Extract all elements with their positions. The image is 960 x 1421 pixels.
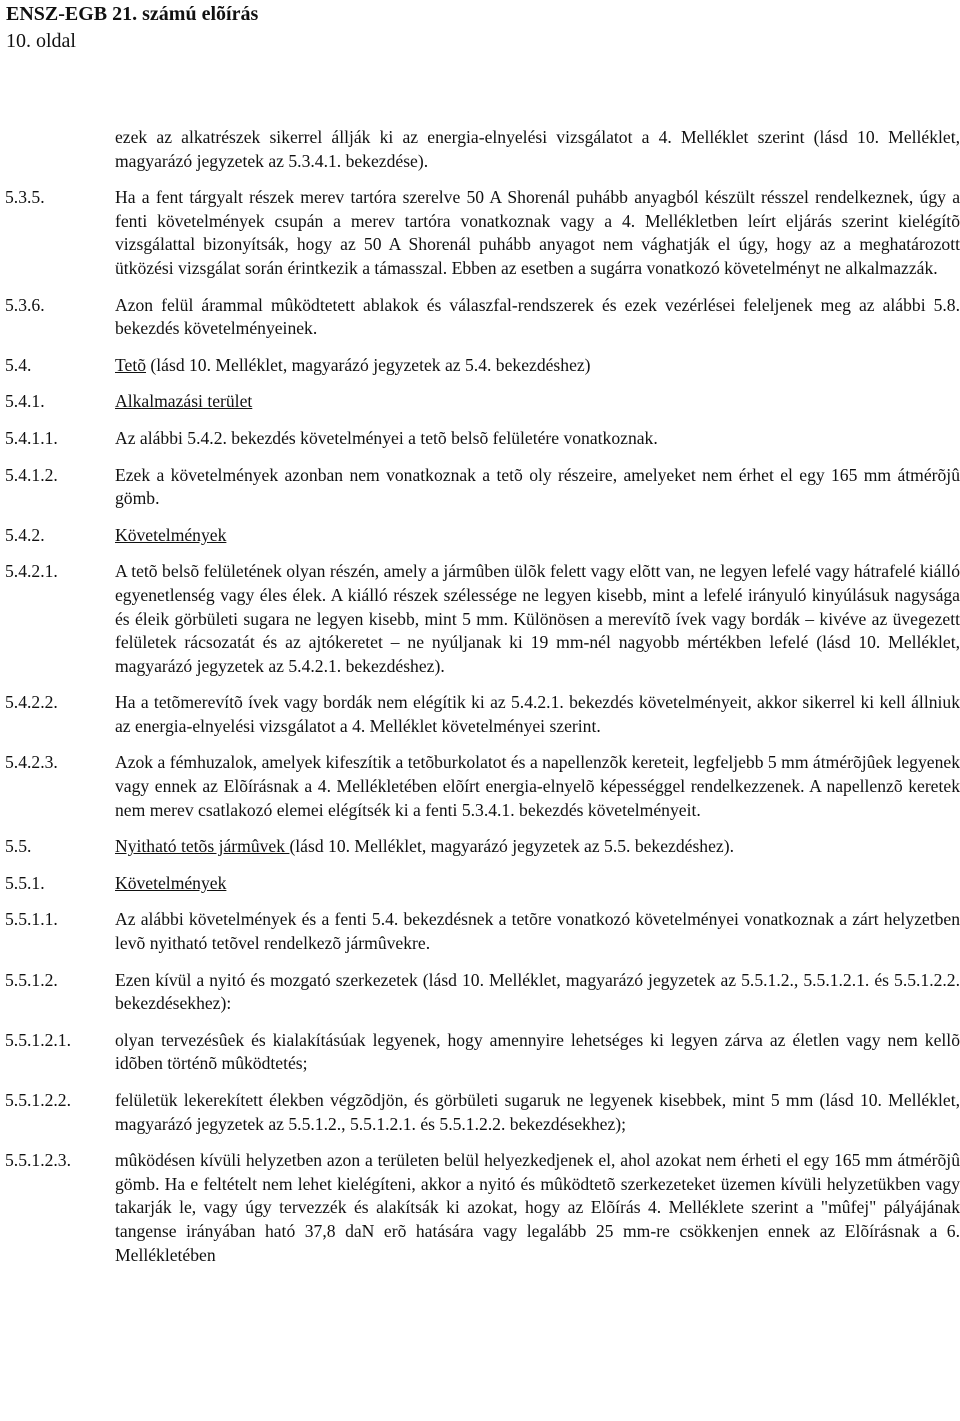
page-header [6, 2, 258, 53]
section-title-note: (lásd 10. Melléklet, magyarázó jegyzetek az 5.5. bekezdéshez). [289, 836, 734, 857]
paragraph-text: Ezek a követelmények azonban nem vonatkoznak a tetõ oly részeire, amelyeket nem érhet el egy 165 mm átmérõjû gömb. [115, 464, 960, 509]
section-title: Tetõ [115, 354, 147, 375]
section-title: Követelmények [115, 872, 227, 893]
paragraph-text: Az alábbi követelmények és a fenti 5.4. bekezdésnek a tetõre vonatkozó követelményei vonatkoznak a zárt helyzetben levõ nyitható tetõvel rendelkezõ jármûvekre. [115, 909, 960, 954]
paragraph-5-3-6 [5, 294, 960, 341]
paragraph-number: 5.5. [5, 836, 32, 857]
paragraph-5-5-1-2 [5, 969, 960, 1016]
paragraph-text: mûködésen kívüli helyzetben azon a területen belül helyezkedjenek el, ahol azokat nem érheti el egy 165 mm átmérõjû gömb. Ha e feltételt nem lehet kielégíteni, akkor a nyitó és mûködtetõ szerkezeteket üzemen kívüli helyzetükben vagy takarják le, vagy úgy tervezzék és alakítsák ki azokat, hogy az Elõírás 4. Melléklete szerint a "mûfej" pályájának tangense irányában ható 37,8 daN erõ hatására vagy legalább 25 mm-re csökkenjen ennek az Elõírásnak a 6. Mellékletében [115, 1150, 960, 1265]
paragraph-5-5-1-2-3 [5, 1149, 960, 1267]
section-heading-5-4-2 [5, 524, 960, 548]
document-body [5, 126, 960, 1267]
paragraph-5-5-1-2-2 [5, 1089, 960, 1136]
page-number: 10. oldal [6, 30, 76, 52]
document-title: ENSZ-EGB 21. számú elõírás [6, 3, 259, 25]
section-heading-5-5 [5, 835, 960, 859]
paragraph-text: Azon felül árammal mûködtetett ablakok és válaszfal-rendszerek és ezek vezérlései feleljenek meg az alábbi 5.8. bekezdés követelményeinek. [115, 294, 960, 339]
paragraph-number: 5.5.1.1. [5, 909, 58, 930]
section-heading-5-4-1 [5, 390, 960, 414]
paragraph-number: 5.5.1.2. [5, 969, 58, 990]
paragraph-number: 5.3.6. [5, 294, 45, 315]
section-title: Nyitható tetõs jármûvek [115, 836, 290, 857]
paragraph-number: 5.4.1.1. [5, 427, 58, 448]
paragraph-text: olyan tervezésûek és kialakításúak legyenek, hogy amennyire lehetséges ki legyen zárva az életlen vagy nem kellõ idõben történõ mûködtetés; [115, 1029, 960, 1074]
section-title: Alkalmazási terület [115, 391, 253, 412]
section-heading-5-5-1 [5, 872, 960, 896]
paragraph-number: 5.5.1.2.2. [5, 1090, 71, 1110]
paragraph-number: 5.3.5. [5, 187, 45, 208]
paragraph-number: 5.4.1. [5, 391, 45, 412]
paragraph-text: A tetõ belsõ felületének olyan részén, amely a jármûben ülõk felett vagy elõtt van, ne legyen lefelé vagy hátrafelé kiálló egyenetlenség vagy éles élek. A kiálló részek szélessége ne legyen kisebb, mint a lefelé irányuló kinyúlásuk nagysága és éleik görbületi sugara ne legyen kisebb, mint 5 mm. Különösen a merevítõ ívek vagy bordák – kivéve az üvegezett felületek rácsozatát és az ajtókeretet – ne nyúljanak ki 19 mm-nél nagyobb mértékben lefelé (lásd 10. Melléklet, magyarázó jegyzetek az 5.4.2.1. bekezdéshez). [115, 561, 960, 676]
paragraph-number: 5.4.2. [5, 524, 45, 545]
paragraph-5-4-2-2 [5, 691, 960, 738]
paragraph-number: 5.4.2.1. [5, 561, 58, 582]
paragraph-number: 5.5.1.2.3. [5, 1150, 71, 1171]
paragraph-5-4-1-1 [5, 427, 960, 451]
paragraph-text: Ha a fent tárgyalt részek merev tartóra szerelve 50 A Shorenál puhább anyagból készült résszel rendelkeznek, úgy a fenti követelmények csupán a merev tartóra vonatkoznak vagy a 4. Mellékletben leírt eljárás szerint kielégítõ vizsgálattal bizonyítsák, hogy az 50 A Shorenál puhább anyagot nem vághatják el úgy, hogy az a meghatározott ütközési vizsgálat során érintkezik a támasszal. Ebben az esetben a sugárra vonatkozó követelményt ne alkalmazzák. [115, 187, 960, 278]
paragraph-text: Az alábbi 5.4.2. bekezdés követelményei a tetõ belsõ felületére vonatkoznak. [115, 427, 658, 448]
paragraph-text: Ha a tetõmerevítõ ívek vagy bordák nem elégítik ki az 5.4.2.1. bekezdés követelményeit, akkor sikerrel ki kell állniuk az energia-elnyelési vizsgálatot a 4. Melléklet követelményei szerint. [115, 692, 960, 736]
paragraph-5-5-1-1 [5, 908, 960, 955]
paragraph-number: 5.4.2.3. [5, 752, 58, 773]
paragraph-5-4-2-3 [5, 751, 960, 822]
paragraph-number: 5.4. [5, 354, 32, 375]
paragraph-text: Ezen kívül a nyitó és mozgató szerkezetek (lásd 10. Melléklet, magyarázó jegyzetek az 5.5.1.2., 5.5.1.2.1. és 5.5.1.2.2. bekezdésekhez): [115, 969, 960, 1014]
paragraph-text: ezek az alkatrészek sikerrel állják ki az energia-elnyelési vizsgálatot a 4. Melléklet szerint (lásd 10. Melléklet, magyarázó jegyzetek az 5.3.4.1. bekezdése). [115, 127, 960, 171]
paragraph-5-5-1-2-1 [5, 1029, 960, 1076]
paragraph-5-3-4-1-cont [5, 126, 960, 173]
paragraph-5-3-5 [5, 186, 960, 280]
section-title-note: (lásd 10. Melléklet, magyarázó jegyzetek az 5.4. bekezdéshez) [146, 354, 591, 375]
paragraph-number: 5.5.1. [5, 872, 45, 893]
paragraph-5-4-2-1 [5, 560, 960, 678]
paragraph-text: Azok a fémhuzalok, amelyek kifeszítik a tetõburkolatot és a napellenzõk kereteit, legfeljebb 5 mm átmérõjûek legyenek vagy ennek az Elõírásnak a 4. Mellékletében elõírt energia-elnyelõ képességgel rendelkezzenek. A napellenzõ keretek nem merev csatlakozó elemei elégítsék ki a fenti 5.3.4.1. bekezdés követelményeit. [115, 752, 960, 820]
paragraph-number: 5.4.1.2. [5, 464, 58, 485]
paragraph-5-4-1-2 [5, 464, 960, 511]
paragraph-text: felületük lekerekített élekben végzõdjön, és görbületi sugaruk ne legyenek kisebbek, mint 5 mm (lásd 10. Melléklet, magyarázó jegyzetek az 5.5.1.2., 5.5.1.2.1. és 5.5.1.2.2. bekezdésekhez); [115, 1090, 960, 1134]
section-heading-5-4 [5, 354, 960, 378]
paragraph-number: 5.5.1.2.1. [5, 1029, 71, 1050]
paragraph-number: 5.4.2.2. [5, 692, 58, 713]
section-title: Követelmények [115, 524, 227, 545]
